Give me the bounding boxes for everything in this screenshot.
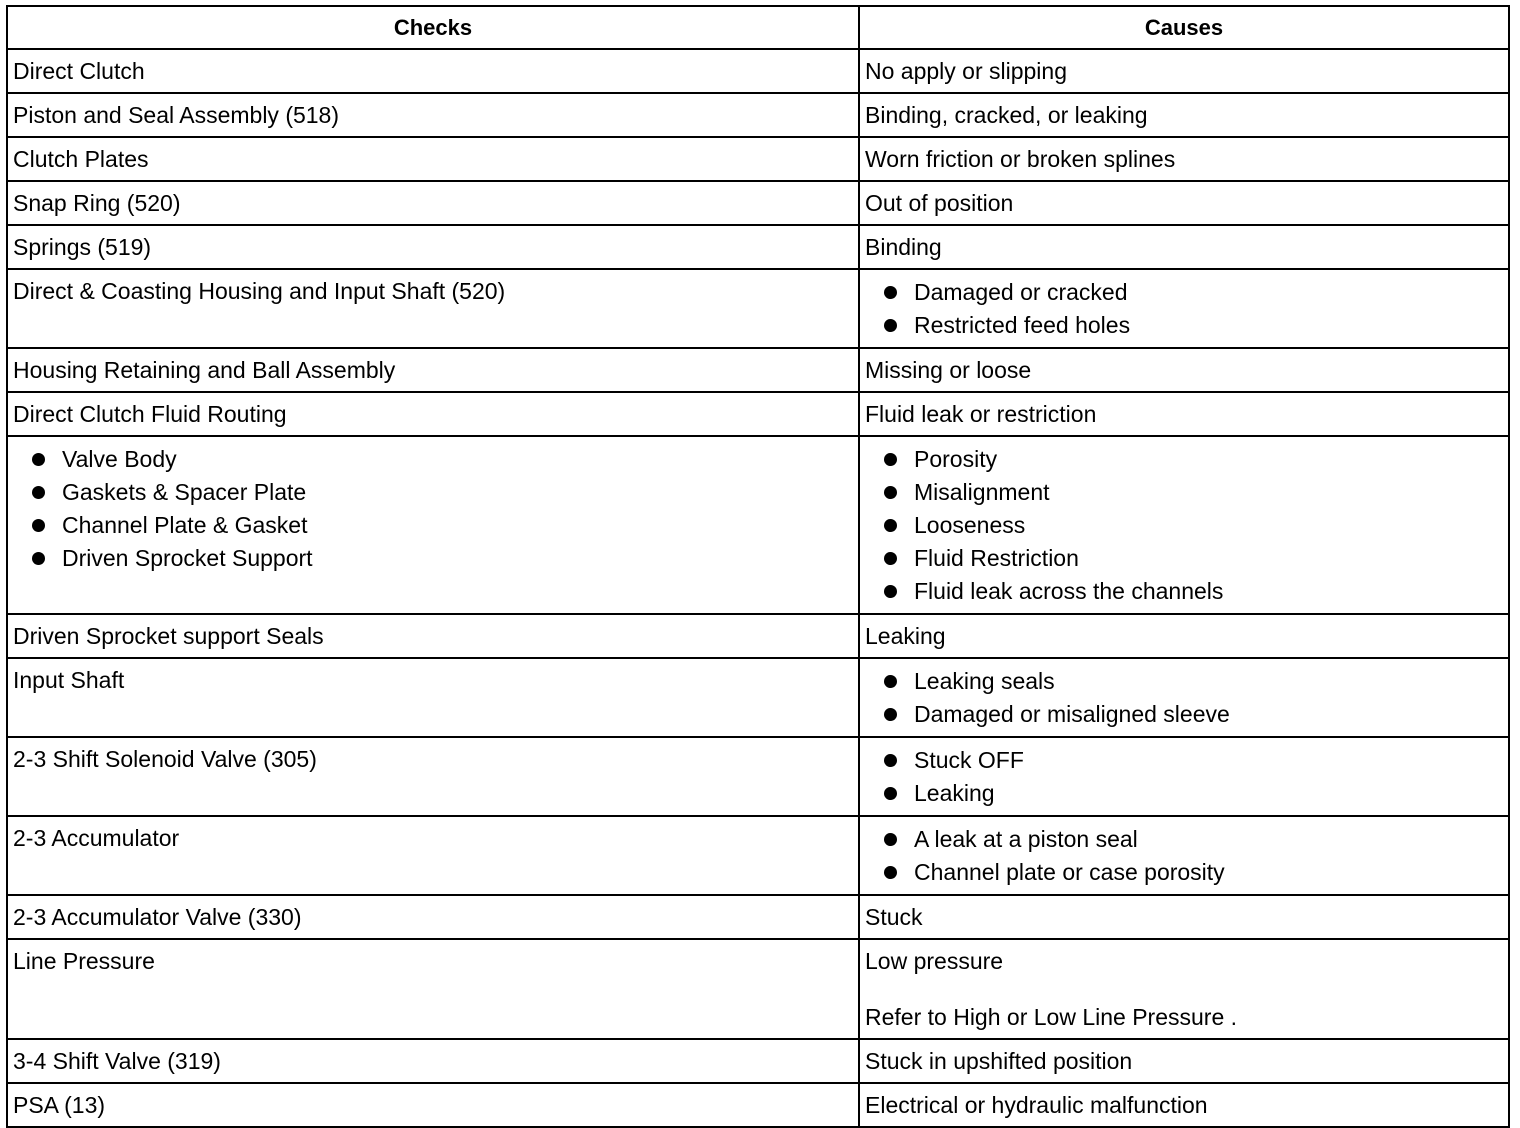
spacer: [865, 977, 1504, 1002]
table-row: [7, 49, 1509, 93]
check-cell: Direct & Coasting Housing and Input Shaft (520): [7, 269, 859, 348]
check-cell: Piston and Seal Assembly (518): [7, 93, 859, 137]
check-cell: Snap Ring (520): [7, 181, 859, 225]
check-cell: Clutch Plates: [7, 137, 859, 181]
list-item: Restricted feed holes: [865, 309, 1504, 342]
check-cell: 2-3 Shift Solenoid Valve (305): [7, 737, 859, 816]
table-row: [7, 348, 1509, 392]
header-row: [7, 6, 1509, 49]
cause-cell: [859, 737, 1509, 816]
cause-list: [865, 665, 1504, 731]
list-item: Porosity: [865, 443, 1504, 476]
check-list: [13, 443, 854, 575]
list-item: Leaking seals: [865, 665, 1504, 698]
cause-cell: [859, 816, 1509, 895]
list-item: Channel plate or case porosity: [865, 856, 1504, 889]
table-row: [7, 939, 1509, 1039]
cause-cell: [859, 658, 1509, 737]
cause-cell: [859, 269, 1509, 348]
table-row: [7, 93, 1509, 137]
diagnostic-table: [6, 5, 1510, 1128]
list-item: Fluid Restriction: [865, 542, 1504, 575]
cause-list: [865, 744, 1504, 810]
list-item: Valve Body: [13, 443, 854, 476]
check-cell: Driven Sprocket support Seals: [7, 614, 859, 658]
table-row: [7, 614, 1509, 658]
cause-list: [865, 276, 1504, 342]
cause-cell: [859, 939, 1509, 1039]
check-cell: 2-3 Accumulator: [7, 816, 859, 895]
list-item: Looseness: [865, 509, 1504, 542]
checks-header: Checks: [7, 6, 859, 49]
cause-cell: Missing or loose: [859, 348, 1509, 392]
cause-list: [865, 443, 1504, 608]
check-cell: Springs (519): [7, 225, 859, 269]
list-item: Leaking: [865, 777, 1504, 810]
list-item: Damaged or cracked: [865, 276, 1504, 309]
cause-cell: Stuck: [859, 895, 1509, 939]
cause-cell: [859, 436, 1509, 614]
cause-cell: Leaking: [859, 614, 1509, 658]
table-row: [7, 181, 1509, 225]
check-cell: Direct Clutch: [7, 49, 859, 93]
table-row: [7, 392, 1509, 436]
cause-cell: Electrical or hydraulic malfunction: [859, 1083, 1509, 1127]
table-row: [7, 1039, 1509, 1083]
check-cell: 2-3 Accumulator Valve (330): [7, 895, 859, 939]
table-row: [7, 269, 1509, 348]
check-cell: PSA (13): [7, 1083, 859, 1127]
list-item: A leak at a piston seal: [865, 823, 1504, 856]
cause-cell: No apply or slipping: [859, 49, 1509, 93]
cause-list: [865, 823, 1504, 889]
list-item: Channel Plate & Gasket: [13, 509, 854, 542]
cause-cell: Out of position: [859, 181, 1509, 225]
table-row: [7, 1083, 1509, 1127]
list-item: Fluid leak across the channels: [865, 575, 1504, 608]
cause-text: Low pressure: [865, 948, 1004, 974]
list-item: Damaged or misaligned sleeve: [865, 698, 1504, 731]
causes-header: Causes: [859, 6, 1509, 49]
check-cell: [7, 436, 859, 614]
check-cell: Direct Clutch Fluid Routing: [7, 392, 859, 436]
table-row: [7, 436, 1509, 614]
cause-cell: Stuck in upshifted position: [859, 1039, 1509, 1083]
table-row: [7, 737, 1509, 816]
cause-cell: Binding, cracked, or leaking: [859, 93, 1509, 137]
check-cell: Line Pressure: [7, 939, 859, 1039]
check-cell: 3-4 Shift Valve (319): [7, 1039, 859, 1083]
list-item: Stuck OFF: [865, 744, 1504, 777]
check-cell: Input Shaft: [7, 658, 859, 737]
cause-cell: Worn friction or broken splines: [859, 137, 1509, 181]
table-row: [7, 895, 1509, 939]
list-item: Gaskets & Spacer Plate: [13, 476, 854, 509]
cause-cell: Binding: [859, 225, 1509, 269]
reference-note: Refer to High or Low Line Pressure .: [865, 1004, 1238, 1030]
table-row: [7, 225, 1509, 269]
list-item: Driven Sprocket Support: [13, 542, 854, 575]
cause-cell: Fluid leak or restriction: [859, 392, 1509, 436]
table-row: [7, 137, 1509, 181]
table-row: [7, 816, 1509, 895]
check-cell: Housing Retaining and Ball Assembly: [7, 348, 859, 392]
table-row: [7, 658, 1509, 737]
list-item: Misalignment: [865, 476, 1504, 509]
